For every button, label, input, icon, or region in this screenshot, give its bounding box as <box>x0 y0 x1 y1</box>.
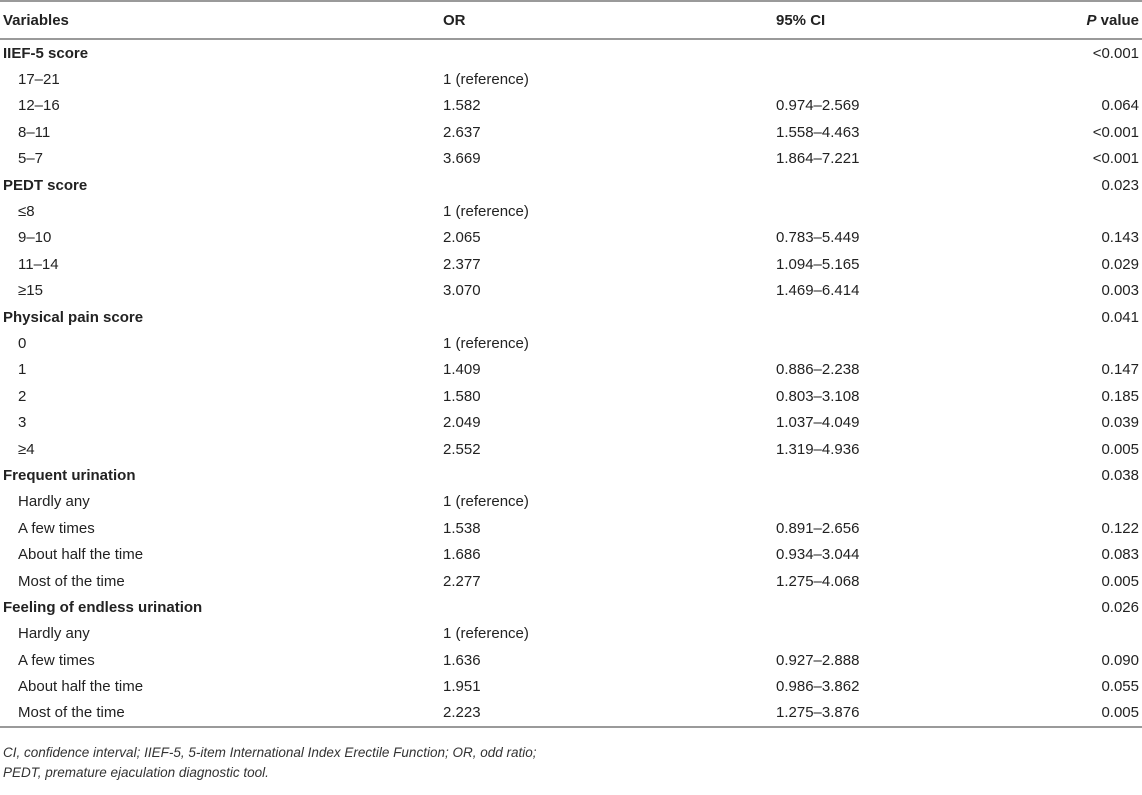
ci-cell <box>776 594 1027 620</box>
ci-cell: 0.783–5.449 <box>776 229 860 247</box>
ci-cell: 0.934–3.044 <box>776 546 860 564</box>
table-row <box>0 357 1142 383</box>
variable-cell: 3 <box>18 414 27 432</box>
or-cell: 1.580 <box>443 387 481 405</box>
p-value-cell <box>1027 330 1142 356</box>
ci-cell: 1.275–4.068 <box>776 572 860 590</box>
variable-cell: 5–7 <box>18 150 44 168</box>
table-row <box>0 119 1142 145</box>
or-cell <box>443 39 776 66</box>
variable-cell: ≥4 <box>18 440 35 458</box>
or-cell <box>443 594 776 620</box>
variable-cell: 1 <box>18 361 27 379</box>
p-value-cell: 0.064 <box>1101 97 1139 115</box>
ci-cell <box>776 172 1027 198</box>
p-value-cell: 0.122 <box>1101 519 1139 537</box>
p-value-cell <box>1027 621 1142 647</box>
ci-cell: 1.275–3.876 <box>776 700 1027 727</box>
ci-cell: 0.986–3.862 <box>776 678 860 696</box>
group-row <box>0 172 1142 198</box>
or-cell: 1.582 <box>443 97 481 115</box>
footnote-line-2: PEDT, premature ejaculation diagnostic tool. <box>3 765 269 780</box>
p-value-cell <box>1027 198 1142 224</box>
ci-cell: 1.558–4.463 <box>776 123 860 141</box>
variable-cell: Most of the time <box>18 572 125 590</box>
header-variables: Variables <box>0 1 443 39</box>
table-row <box>0 330 1142 356</box>
table-row <box>0 515 1142 541</box>
or-cell <box>443 304 776 330</box>
p-value-cell: 0.185 <box>1101 387 1139 405</box>
variable-cell: 12–16 <box>18 97 60 115</box>
ci-cell: 1.319–4.936 <box>776 440 860 458</box>
or-cell: 1.951 <box>443 678 481 696</box>
table-row <box>0 647 1142 673</box>
p-value-cell: 0.083 <box>1101 546 1139 564</box>
ci-cell <box>776 39 1027 66</box>
ci-cell <box>776 304 1027 330</box>
or-cell: 1 (reference) <box>443 203 529 221</box>
ci-cell <box>776 66 1027 92</box>
table-row <box>0 383 1142 409</box>
p-value-cell: 0.090 <box>1101 651 1139 669</box>
header-p-rest: value <box>1096 11 1139 29</box>
table-row <box>0 489 1142 515</box>
group-row <box>0 304 1142 330</box>
variable-cell: Feeling of endless urination <box>3 598 203 616</box>
p-value-cell: 0.026 <box>1101 598 1139 616</box>
p-value-cell: 0.143 <box>1101 229 1139 247</box>
p-value-cell: 0.055 <box>1101 678 1139 696</box>
or-cell: 1.636 <box>443 651 481 669</box>
or-cell: 2.277 <box>443 572 481 590</box>
p-value-cell <box>1027 489 1142 515</box>
ci-cell: 0.974–2.569 <box>776 97 860 115</box>
variable-cell: 0 <box>18 334 27 352</box>
or-cell: 1.409 <box>443 361 481 379</box>
variable-cell: 2 <box>18 387 27 405</box>
p-value-cell: 0.029 <box>1101 255 1139 273</box>
variable-cell: ≤8 <box>18 203 35 221</box>
or-cell: 1 (reference) <box>443 71 529 89</box>
footnote-line-1: CI, confidence interval; IIEF-5, 5-item International Index Erectile Function; OR, odd ratio; <box>3 745 537 760</box>
or-cell <box>443 462 776 488</box>
variable-cell: 8–11 <box>18 123 51 141</box>
table-row <box>0 251 1142 277</box>
p-value-cell: 0.038 <box>1101 466 1139 484</box>
p-value-cell: 0.023 <box>1101 176 1139 194</box>
header-or: OR <box>443 1 776 39</box>
header-ci: 95% CI <box>776 1 1027 39</box>
or-cell: 3.070 <box>443 282 481 300</box>
variable-cell: IIEF-5 score <box>3 44 89 62</box>
table-footnote <box>3 743 537 783</box>
variable-cell: 9–10 <box>18 229 52 247</box>
or-cell: 1 (reference) <box>443 493 529 511</box>
or-cell: 1.538 <box>443 519 481 537</box>
p-value-cell: <0.001 <box>1092 150 1139 168</box>
table-row <box>0 568 1142 594</box>
group-row <box>0 462 1142 488</box>
table-row <box>0 278 1142 304</box>
or-cell: 1.686 <box>443 546 481 564</box>
or-cell <box>443 172 776 198</box>
table-header <box>0 1 1142 39</box>
or-cell: 2.049 <box>443 414 481 432</box>
ci-cell: 0.927–2.888 <box>776 651 860 669</box>
or-cell: 1 (reference) <box>443 334 529 352</box>
p-value-cell: 0.005 <box>1027 700 1142 727</box>
table-body <box>0 39 1142 727</box>
header-p-italic: P <box>1086 11 1097 29</box>
ci-cell: 1.469–6.414 <box>776 282 860 300</box>
or-cell: 2.637 <box>443 123 481 141</box>
variable-cell: Hardly any <box>18 625 90 643</box>
variable-cell: Physical pain score <box>3 308 144 326</box>
ci-cell: 0.803–3.108 <box>776 387 860 405</box>
table-row <box>0 198 1142 224</box>
p-value-cell: 0.147 <box>1101 361 1139 379</box>
group-row <box>0 594 1142 620</box>
ci-cell: 1.037–4.049 <box>776 414 860 432</box>
or-cell: 1 (reference) <box>443 625 529 643</box>
or-cell: 2.065 <box>443 229 481 247</box>
header-p-value <box>1027 1 1142 39</box>
table-row <box>0 621 1142 647</box>
or-cell: 3.669 <box>443 150 481 168</box>
header-row <box>0 1 1142 39</box>
table-row <box>0 146 1142 172</box>
p-value-cell: 0.005 <box>1101 440 1139 458</box>
p-value-cell: 0.039 <box>1101 414 1139 432</box>
variable-cell: PEDT score <box>3 176 88 194</box>
ci-cell <box>776 489 1027 515</box>
variable-cell: About half the time <box>18 678 144 696</box>
variable-cell: Frequent urination <box>3 466 136 484</box>
p-value-cell <box>1027 66 1142 92</box>
variable-cell: A few times <box>18 651 95 669</box>
variable-cell: A few times <box>18 519 95 537</box>
variable-cell: 17–21 <box>18 71 60 89</box>
variable-cell: 11–14 <box>18 255 59 273</box>
ci-cell: 0.891–2.656 <box>776 519 860 537</box>
ci-cell <box>776 330 1027 356</box>
table-row <box>0 93 1142 119</box>
table-row <box>0 66 1142 92</box>
or-cell: 2.377 <box>443 255 481 273</box>
ci-cell: 1.864–7.221 <box>776 150 860 168</box>
p-value-cell: <0.001 <box>1092 123 1139 141</box>
table-row <box>0 700 1142 727</box>
table-row <box>0 225 1142 251</box>
ci-cell <box>776 621 1027 647</box>
p-value-cell: 0.003 <box>1101 282 1139 300</box>
variable-cell: About half the time <box>18 546 144 564</box>
or-cell: 2.552 <box>443 440 481 458</box>
table-row <box>0 541 1142 567</box>
table-row <box>0 673 1142 699</box>
p-value-cell: 0.041 <box>1101 308 1139 326</box>
ci-cell <box>776 462 1027 488</box>
or-cell: 2.223 <box>443 700 776 727</box>
p-value-cell: <0.001 <box>1092 44 1139 62</box>
variable-cell: Most of the time <box>0 700 443 727</box>
table-row <box>0 436 1142 462</box>
ci-cell <box>776 198 1027 224</box>
variable-cell: ≥15 <box>18 282 43 300</box>
group-row <box>0 39 1142 66</box>
ci-cell: 1.094–5.165 <box>776 255 860 273</box>
ci-cell: 0.886–2.238 <box>776 361 860 379</box>
variable-cell: Hardly any <box>18 493 90 511</box>
table-row <box>0 409 1142 435</box>
p-value-cell: 0.005 <box>1101 572 1139 590</box>
